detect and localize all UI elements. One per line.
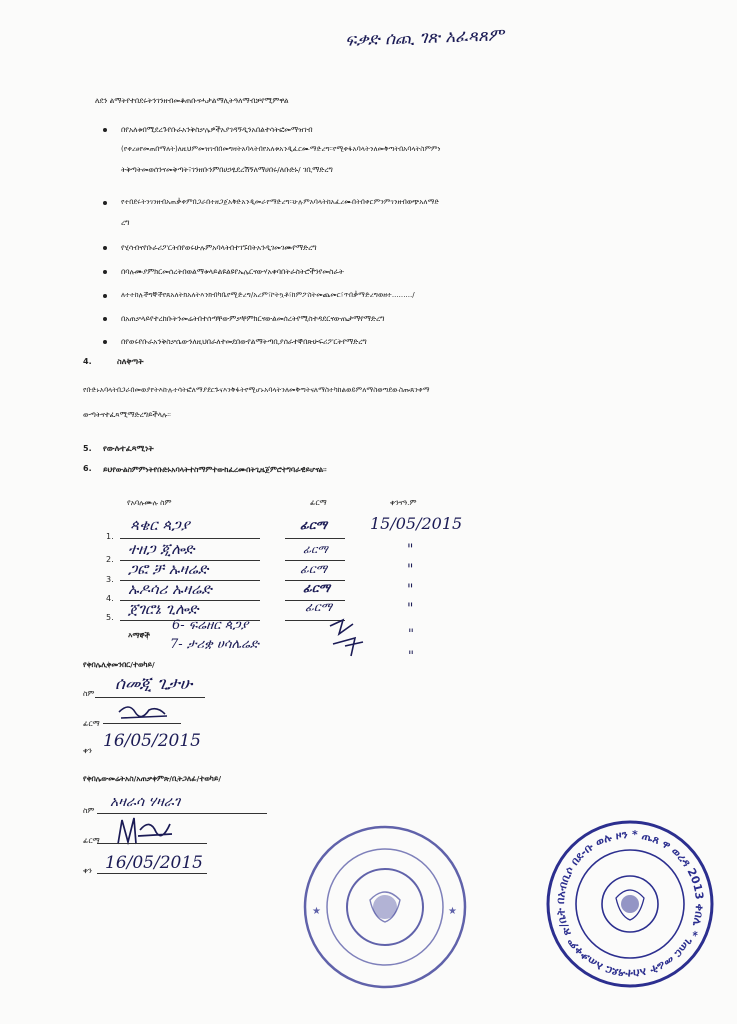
officer-signature-label: ፊርማ bbox=[83, 836, 100, 845]
witness-date: " bbox=[408, 649, 414, 664]
bullet-text: ለተተከሉችግኞችየጸአለትክአለትእንክብካቤየሚድረግ/አረም፣ኮትኳቶ፣ከምፖስትመጨመር፣ጥበቃማድረግወዘተ........./ bbox=[121, 291, 415, 299]
officer-name-label: ስም bbox=[83, 806, 95, 815]
bullet-dot bbox=[103, 340, 107, 344]
bullet-text: በየአለቱበሚደረጉየቡራአንቅስቃሌዎችአያገዳኝዲንአበልተሳትፎመማዝገብ bbox=[121, 125, 313, 134]
witness-entry: 6- ፍሬዘር ጳጋያ bbox=[172, 618, 249, 633]
underline bbox=[97, 873, 207, 874]
recipient-name-value: ሰመጂ ጊታሁ bbox=[115, 674, 193, 694]
officer-date-label: ቀን bbox=[83, 866, 92, 875]
member-signature: ፊርማ bbox=[303, 543, 328, 556]
member-date: 15/05/2015 bbox=[370, 514, 463, 533]
officer-title: የቀበሌውመሬትአስ/አጠቃቀምጽ/ቢትጋለፊ/ተወካይ/ bbox=[83, 774, 222, 783]
section-title: ስለቅጣት bbox=[117, 357, 144, 366]
member-name: ጋፎ ቻ ኡዛሬድ bbox=[128, 560, 209, 578]
member-date: " bbox=[407, 582, 414, 598]
recipient-date-label: ቀን bbox=[83, 746, 92, 755]
bullet-text-cont: ረግ bbox=[121, 218, 130, 227]
witness-date: " bbox=[408, 627, 414, 642]
witnesses-label: እማኞች bbox=[128, 631, 150, 640]
svg-text:★: ★ bbox=[312, 906, 321, 917]
member-number: 4. bbox=[106, 594, 114, 603]
header-handwriting: ፍቃድ ሰጪ ገጽ አፈጻጸም bbox=[344, 25, 505, 51]
member-number: 1. bbox=[106, 532, 114, 541]
bullet-dot bbox=[103, 270, 107, 274]
official-stamp-left bbox=[300, 822, 470, 992]
member-name: ጀገሮኔ ጊሎድ bbox=[128, 600, 199, 618]
recipient-date-value: 16/05/2015 bbox=[103, 731, 201, 751]
member-name: ኡዶሳሪ ኡዛሬድ bbox=[128, 580, 212, 598]
underline bbox=[103, 723, 181, 724]
member-date: " bbox=[407, 601, 414, 617]
intro-line: ለደን ልማትየተበደሩትንገንዘብመቆጠቡናሓታልማሊትዓለማብቻየሚምዋል bbox=[95, 96, 289, 105]
member-name: ተዘጋ ጂሎድ bbox=[128, 540, 195, 558]
bullet-text: የተበደሩትንገንዘብአጠቃቀምበጋራበተዘጋጀአቅድአንዲመራየማድረግ።ሁሉምአባላትከአፈረሙበትበቀርምንምገንዘብወጭአለማድ bbox=[121, 198, 440, 206]
recipient-title: የቀበሌሊቀመንበር/ተወካይ/ bbox=[83, 660, 155, 669]
officer-date-value: 16/05/2015 bbox=[105, 853, 203, 873]
bullet-text-cont: (የቀረፀየመጠበማለት)ለዚህምመዝገብበመግዛትአባላትበየአለቱአንዲፈርሙማድረግ።የሚቀፋአባላትንለመቅጣትበአባላትስምምነ bbox=[121, 145, 441, 153]
member-number: 3. bbox=[106, 575, 114, 584]
bullet-text: በባሉሙያምክርመሰረትበወልማቱላይልዩልዩየኤሌርናውሃአቀባበትራስትሮችንየመስራት bbox=[121, 267, 344, 276]
member-name: ጳቄር ጳጋያ bbox=[130, 516, 190, 534]
header-name: የአባሉሙሉ ስም bbox=[127, 498, 172, 507]
member-signature: ፊርማ bbox=[303, 581, 331, 595]
member-signature: ፊርማ bbox=[305, 600, 333, 614]
member-signature: ፊርማ bbox=[300, 518, 328, 532]
underline bbox=[285, 538, 345, 539]
section-number: 4. bbox=[83, 357, 92, 366]
recipient-signature-mark bbox=[115, 700, 175, 724]
underline bbox=[97, 843, 207, 844]
member-signature: ፊርማ bbox=[300, 562, 328, 576]
member-number: 5. bbox=[106, 613, 114, 622]
recipient-signature-label: ፊርማ bbox=[83, 719, 100, 728]
underline bbox=[120, 538, 260, 539]
section-title: ይህየውልስምምነትየቡድኑአባላትተስማምተውከፈረሙበትጊዜጀምሮተግባራዊይሆናል። bbox=[103, 465, 327, 474]
witness-signatures bbox=[325, 616, 385, 660]
bullet-text: በአጠቃላይየተረከቡትንመሬትበተሰጣቸውምቃቸምክርናውልመሰረትየሚስተዳደርናውጤታማየማድረግ bbox=[121, 314, 385, 323]
bullet-dot bbox=[103, 201, 107, 205]
member-date: " bbox=[407, 542, 414, 558]
bullet-text: የሂሳብናየቡራሪፖርትበየወሩሁሉምአባላትበተገኙበትአንዲገመገሙየማድረግ bbox=[121, 243, 317, 252]
official-stamp-right bbox=[544, 818, 716, 990]
recipient-name-label: ስም bbox=[83, 689, 95, 698]
underline bbox=[95, 697, 205, 698]
bullet-text: በየወሩየቡራአንቅስቃሴውንለዚህበራለተመደበውየልማትጣቢያሰራተኞበጽሁፍሪፖርትየማድረግ bbox=[121, 337, 367, 346]
section-paragraph-cont: ውጣትናተፈጻሚማድረግይችላሉ። bbox=[83, 410, 171, 419]
svg-text:★: ★ bbox=[448, 906, 457, 917]
section-number: 6. bbox=[83, 464, 92, 473]
stamp-ring-text: በአብቢሶ በደ-ቡ ወሉ ዞን * ጤጸ ዋ ወረዳ 2013 ቀበሌ * ገጠር መሬት አስተዳደር አጠቃቀም ጽ/ቤት bbox=[553, 827, 707, 981]
header-date: ቀንናዓ.ም bbox=[390, 498, 417, 507]
bullet-text-cont: ትቅጣትመወሰንናመቅጣት፣ገንዘቡንምበሀኃፂደረሽኝለማሀበሩ/ለቡድኑ/ ገቢማድረግ bbox=[121, 165, 333, 174]
bullet-dot bbox=[103, 246, 107, 250]
underline bbox=[285, 560, 345, 561]
header-signature: ፊርማ bbox=[310, 498, 327, 507]
section-paragraph: የቡድኑአባላትበጋራበመወያየትእኩሉተሳትፎለማያደርጉናእንቅፋትየሚሆኑአባላትንለመቅጣትናለማስተካከልወይምለማስወጣደውስጡጸንቀማ bbox=[83, 386, 430, 394]
witness-entry: 7- ታሪቋ ሀሳሌሬድ bbox=[170, 637, 259, 652]
section-title: የውሉተፈጻሚነት bbox=[103, 444, 154, 453]
bullet-dot bbox=[103, 294, 107, 298]
section-number: 5. bbox=[83, 444, 92, 453]
bullet-dot bbox=[103, 317, 107, 321]
member-date: " bbox=[407, 562, 414, 578]
member-number: 2. bbox=[106, 555, 114, 564]
bullet-dot bbox=[103, 128, 107, 132]
officer-name-value: አዛራሳ ሃዛራገ bbox=[110, 794, 181, 810]
